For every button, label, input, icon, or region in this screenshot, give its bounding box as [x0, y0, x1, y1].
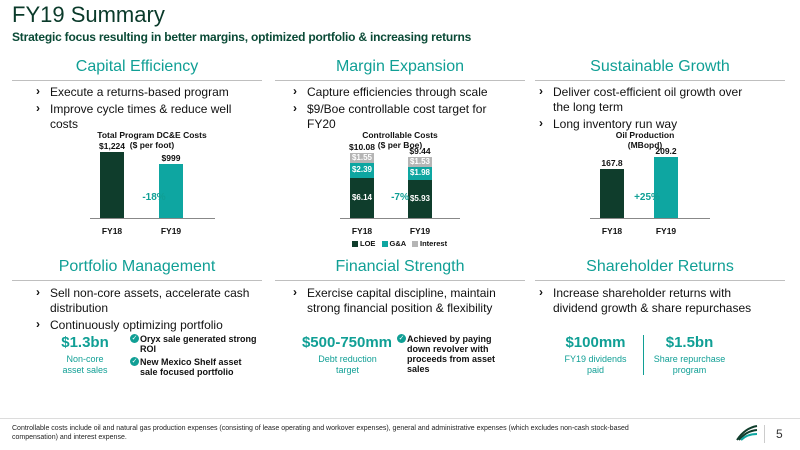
bullet: › Increase shareholder returns with dividend growth & share repurchases [539, 286, 759, 316]
dividends-value: $100mm [565, 334, 626, 351]
repurchase-label: Share repurchase program [653, 354, 726, 375]
page-title: FY19 Summary [12, 2, 165, 27]
chart-bar [600, 169, 624, 218]
page-number: 5 [776, 427, 783, 441]
shareholder-bullets [539, 286, 759, 318]
divider [275, 280, 525, 281]
legend-label: LOE [360, 239, 376, 248]
legend-item [412, 239, 447, 248]
total-label: $10.08 [349, 141, 375, 152]
tick-label: FY18 [101, 226, 123, 236]
x-axis [590, 218, 710, 219]
divider [12, 280, 262, 281]
divider [535, 280, 785, 281]
divider [12, 80, 262, 81]
legend-item [382, 239, 406, 248]
bullet: › Long inventory run way [539, 117, 754, 132]
legend-swatch [382, 241, 388, 247]
x-axis [90, 218, 215, 219]
check-text: New Mexico Shelf asset sale focused portfolio [140, 357, 242, 377]
dividends-label: FY19 dividends paid [564, 354, 627, 375]
check-icon: ✓ [131, 335, 138, 342]
bullet: › Deliver cost-efficient oil growth over the long term [539, 85, 754, 115]
chart-title-text: Total Program DC&E Costs [97, 130, 207, 140]
bullet: › Exercise capital discipline, maintain strong financial position & flexibility [293, 286, 503, 316]
check-icon: ✓ [398, 335, 405, 342]
chart-bar [654, 157, 678, 218]
margin-expansion-heading: Margin Expansion [335, 58, 465, 75]
data-label: 209.2 [655, 145, 677, 156]
segment-label: $2.39 [351, 165, 373, 175]
divider [535, 80, 785, 81]
change-label: +25% [634, 192, 660, 203]
legend-swatch [412, 241, 418, 247]
segment-label: $1.55 [351, 152, 373, 162]
financial-bullets [293, 286, 503, 318]
legend-item [352, 239, 375, 248]
change-label: -18% [142, 192, 166, 203]
chart-bar [100, 152, 124, 218]
asset-sales-value: $1.3bn [61, 334, 109, 351]
x-axis [340, 218, 460, 219]
portfolio-management-heading: Portfolio Management [58, 258, 216, 275]
divider [643, 335, 644, 375]
margin-bullets [293, 85, 493, 134]
check-text: Achieved by paying down revolver with proceeds from asset sales [407, 334, 496, 374]
tick-label: FY18 [601, 226, 623, 236]
segment-label: $5.93 [409, 193, 431, 203]
legend-swatch [352, 241, 358, 247]
chart-subtitle: ($ per Boe) [377, 140, 423, 150]
growth-bullets [539, 85, 754, 134]
chart-title-text: Controllable Costs [362, 130, 438, 140]
bullet: › Continuously optimizing portfolio [36, 318, 261, 333]
capital-bullets [36, 85, 251, 134]
bullet: › Execute a returns-based program [36, 85, 251, 100]
shareholder-returns-heading: Shareholder Returns [586, 258, 734, 275]
data-label: 167.8 [601, 158, 623, 169]
page-subtitle: Strategic focus resulting in better margins, optimized portfolio & increasing returns [12, 30, 472, 44]
check-icon: ✓ [131, 358, 138, 365]
bullet: › Improve cycle times & reduce well costs [36, 102, 251, 132]
check-text: Oryx sale generated strong ROI [140, 334, 257, 354]
tick-label: FY18 [351, 226, 373, 236]
sustainable-growth-heading: Sustainable Growth [590, 58, 730, 75]
segment-label: $1.53 [409, 156, 431, 166]
footer-divider [0, 418, 800, 419]
total-label: $9.44 [409, 145, 431, 156]
company-logo-icon [735, 424, 759, 442]
chart-title-text: Oil Production [615, 130, 675, 140]
bullet: › Sell non-core assets, accelerate cash distribution [36, 286, 261, 316]
legend-label: Interest [420, 239, 448, 248]
tick-label: FY19 [409, 226, 431, 236]
data-label: $999 [161, 153, 181, 164]
tick-label: FY19 [655, 226, 677, 236]
segment-label: $1.98 [409, 168, 431, 178]
repurchase-value: $1.5bn [665, 334, 714, 351]
debt-reduction-value: $500-750mm [301, 334, 393, 351]
chart-subtitle: ($ per foot) [129, 140, 175, 150]
capital-efficiency-heading: Capital Efficiency [75, 58, 199, 75]
tick-label: FY19 [160, 226, 182, 236]
footnote: Controllable costs include oil and natural gas production expenses (consisting of lease operating and workover expenses), general and administrative expenses (which excludes non-cash stock-based compensation) and interest expense. [12, 425, 629, 441]
financial-strength-heading: Financial Strength [335, 258, 465, 275]
segment-label: $6.14 [351, 193, 373, 203]
footer-separator [764, 425, 765, 443]
debt-reduction-label: Debt reduction target [318, 354, 377, 375]
chart-subtitle: (MBopd) [627, 140, 663, 150]
portfolio-bullets [36, 286, 261, 335]
divider [275, 80, 525, 81]
bullet: › $9/Boe controllable cost target for FY20 [293, 102, 493, 132]
chart-legend [352, 239, 447, 248]
data-label: $1,224 [99, 141, 125, 152]
change-label: -7% [391, 192, 409, 203]
legend-label: G&A [389, 239, 406, 248]
asset-sales-label: Non-core asset sales [62, 354, 108, 375]
bullet: › Capture efficiencies through scale [293, 85, 493, 100]
